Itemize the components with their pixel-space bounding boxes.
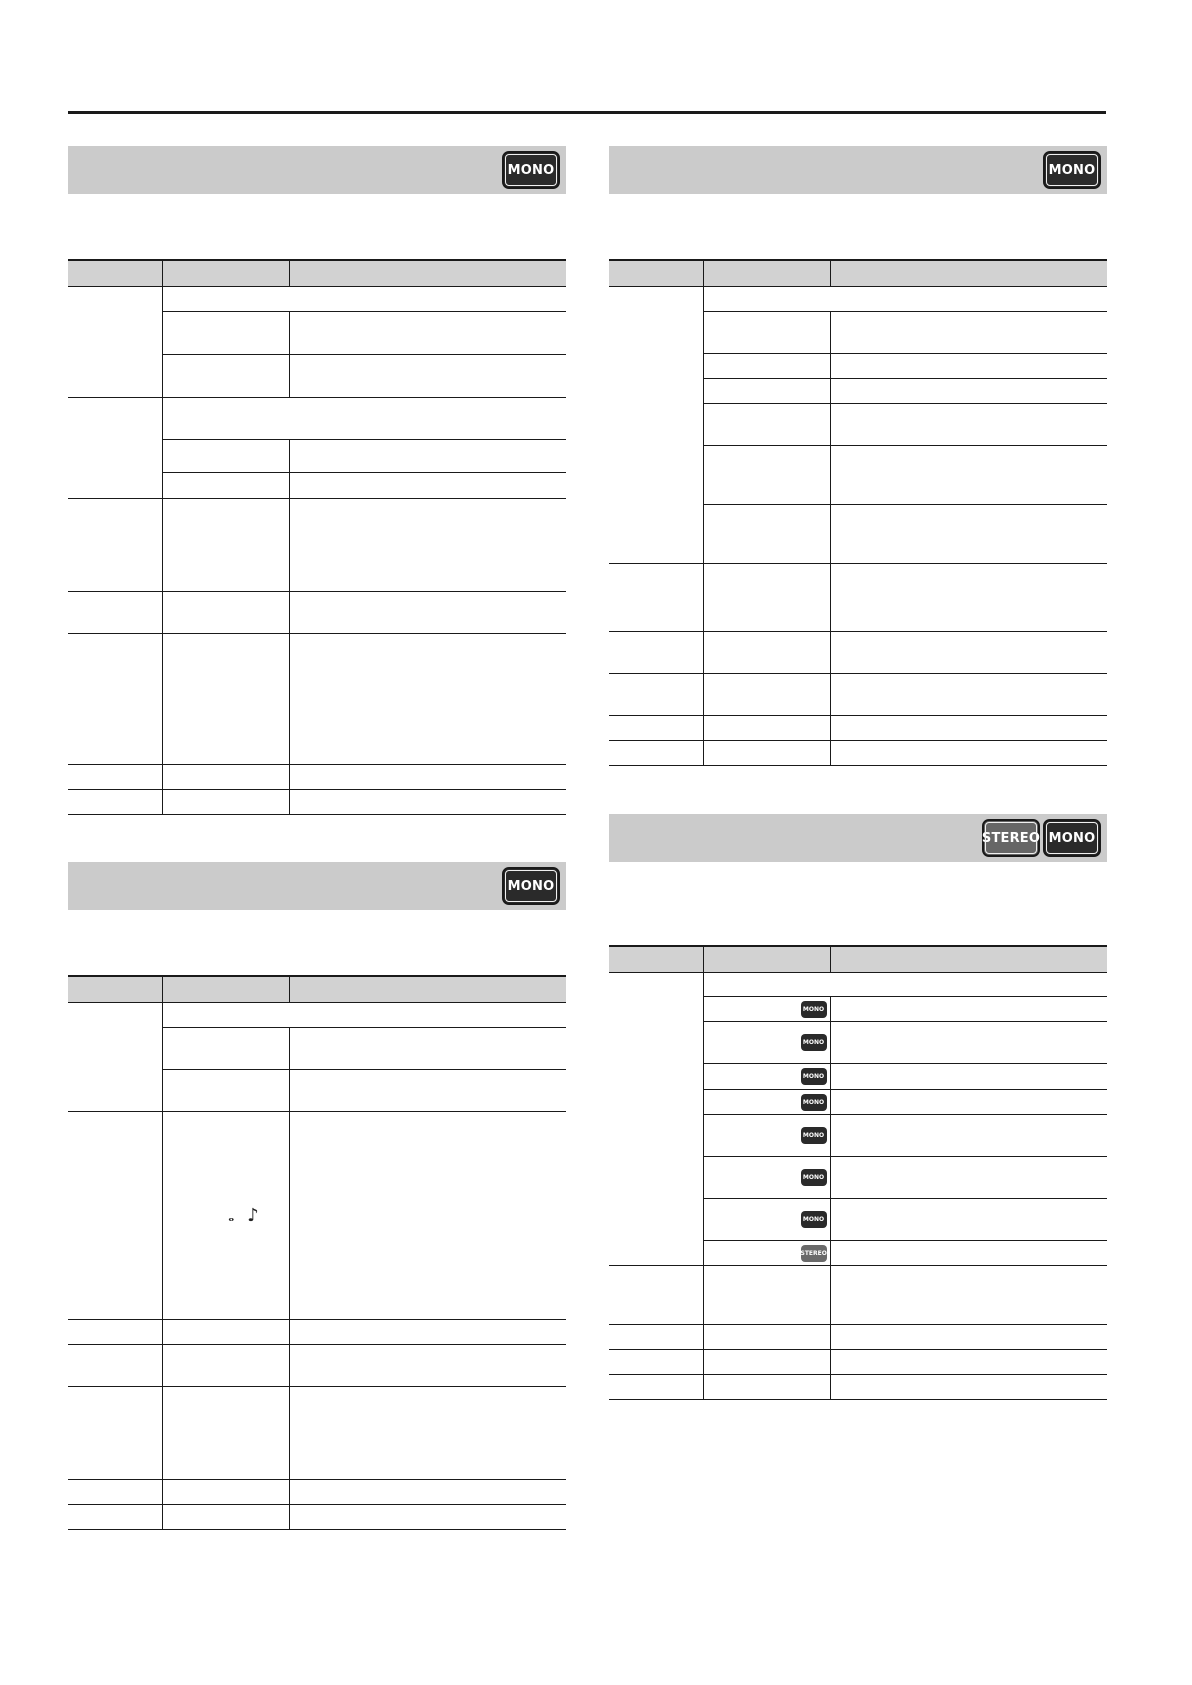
table-row <box>609 632 1107 674</box>
section-right-1 <box>609 146 1107 772</box>
parameter-table <box>609 259 1107 766</box>
section-header <box>609 814 1107 862</box>
table-row <box>609 1325 1107 1350</box>
table-row <box>609 1375 1107 1400</box>
section-right-2 <box>609 814 1107 1414</box>
table-row <box>68 790 566 815</box>
table-row <box>609 973 1107 997</box>
mono-mini-badge: MONO <box>801 1068 827 1085</box>
badge-group <box>1043 151 1101 189</box>
table-row <box>609 564 1107 632</box>
mono-badge: MONO <box>502 867 560 905</box>
table-row <box>68 499 566 592</box>
mono-mini-badge: MONO <box>801 1001 827 1018</box>
top-rule <box>68 111 1106 114</box>
table-row <box>68 765 566 790</box>
table-row <box>609 716 1107 741</box>
table-row <box>609 674 1107 716</box>
table-row <box>609 741 1107 766</box>
table-row <box>68 592 566 634</box>
table-header-row <box>609 260 1107 287</box>
stereo-badge: STEREO <box>982 819 1040 857</box>
mono-mini-badge: MONO <box>801 1034 827 1051</box>
table-row <box>68 1003 566 1028</box>
mono-mini-badge: MONO <box>801 1127 827 1144</box>
table-row <box>68 1320 566 1345</box>
badge-group <box>502 867 560 905</box>
table-row <box>68 1387 566 1480</box>
table-row <box>68 1480 566 1505</box>
mono-badge: MONO <box>1043 819 1101 857</box>
mono-mini-badge: MONO <box>801 1094 827 1111</box>
parameter-table <box>609 945 1107 1400</box>
parameter-table <box>68 975 566 1530</box>
section-header <box>609 146 1107 194</box>
stereo-mini-badge: STEREO <box>801 1245 827 1262</box>
table-row <box>68 287 566 312</box>
parameter-table <box>68 259 566 815</box>
section-header <box>68 146 566 194</box>
table-row <box>609 287 1107 312</box>
whole-note-icon: 𝅝 <box>228 1207 235 1225</box>
mono-badge: MONO <box>1043 151 1101 189</box>
section-header <box>68 862 566 910</box>
table-row <box>68 398 566 440</box>
table-row <box>609 1350 1107 1375</box>
mono-badge: MONO <box>502 151 560 189</box>
table-header-row <box>68 976 566 1003</box>
section-left-1 <box>68 146 566 818</box>
badge-group <box>982 819 1101 857</box>
table-row <box>68 1112 566 1320</box>
section-left-2 <box>68 862 566 1532</box>
table-row <box>68 634 566 765</box>
mono-mini-badge: MONO <box>801 1211 827 1228</box>
mono-mini-badge: MONO <box>801 1169 827 1186</box>
eighth-note-icon: ♪ <box>247 1205 259 1226</box>
badge-group <box>502 151 560 189</box>
table-row <box>68 1505 566 1530</box>
table-row <box>68 1345 566 1387</box>
table-header-row <box>68 260 566 287</box>
table-row <box>609 1266 1107 1325</box>
note-symbols <box>162 1112 289 1320</box>
table-header-row <box>609 946 1107 973</box>
